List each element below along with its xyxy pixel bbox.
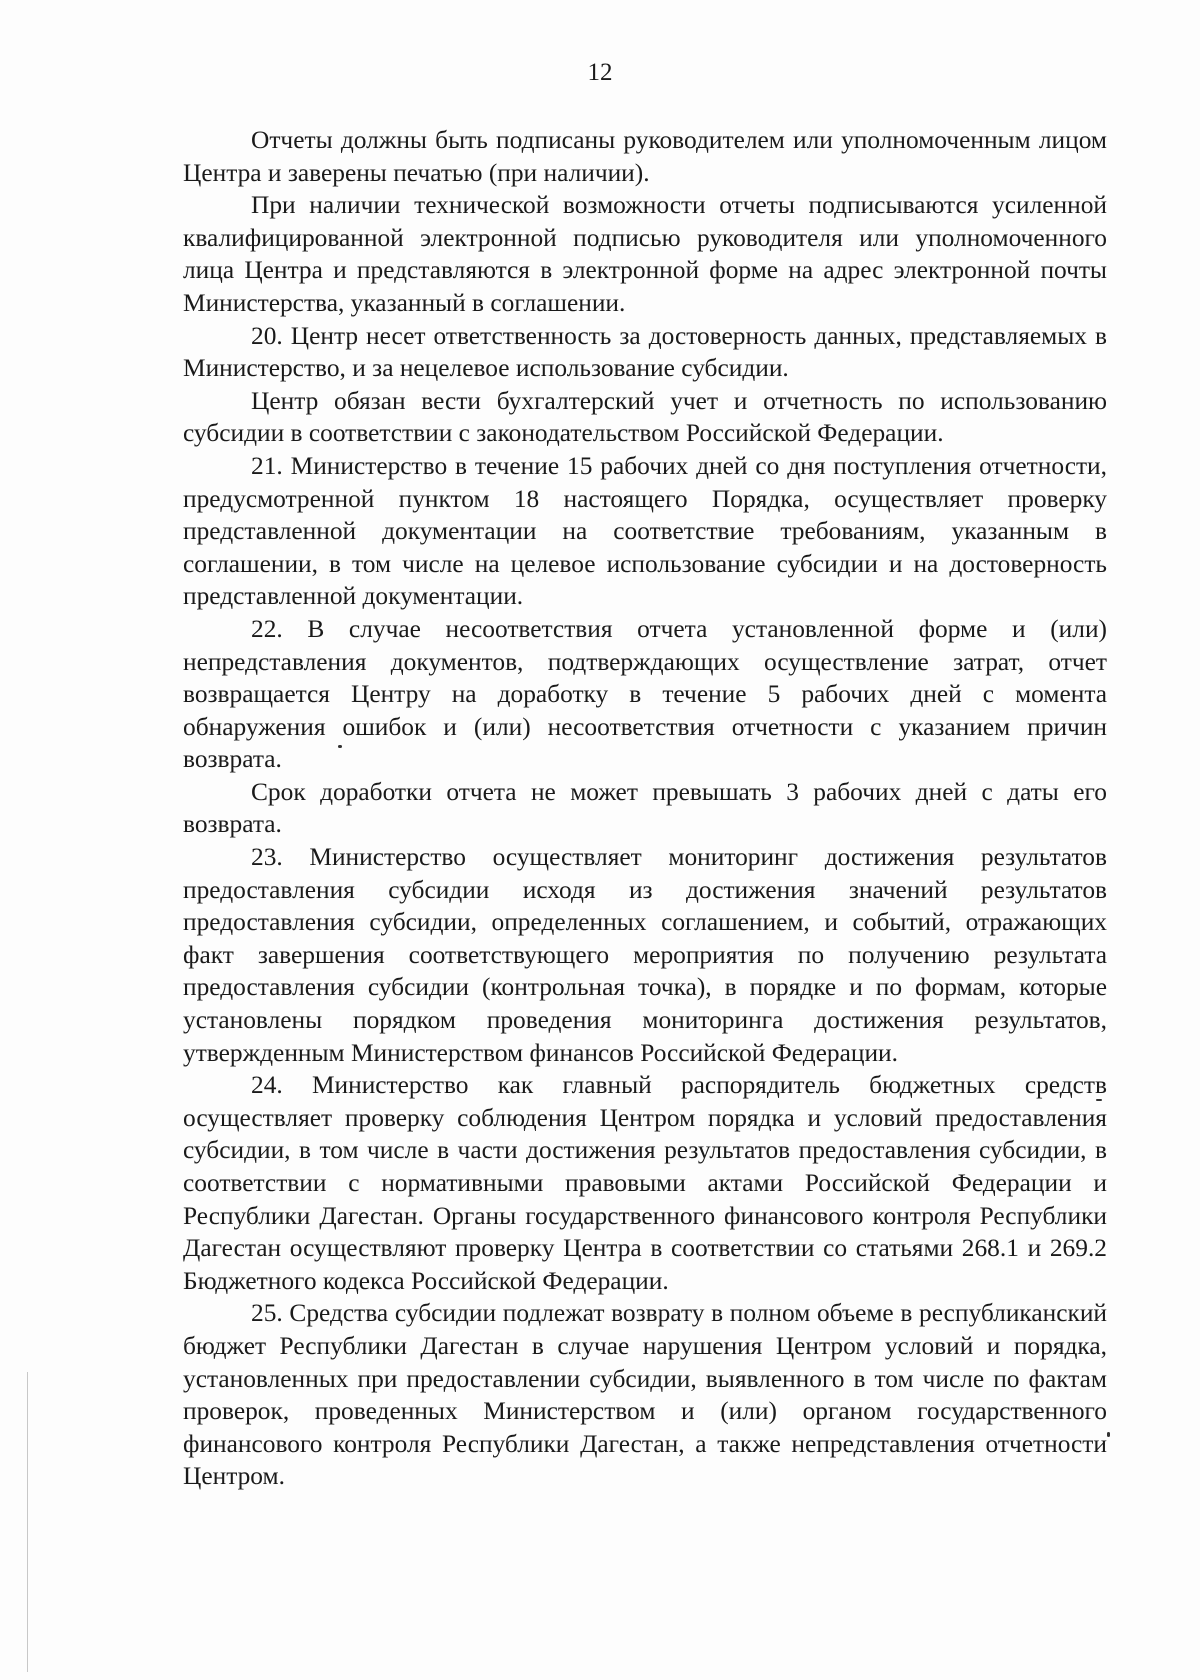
paragraph-item-24: 24. Министерство как главный распорядитель бюджетных средств осуществляет проверку соблюдения Центром порядка и условий предоставления субсидии, в том числе в части достижения результатов предоставления субсидии, в соответствии с нормативными правовыми актами Российской Федерации и Республики Дагестан. Органы государственного финансового контроля Республики Дагестан осуществляют проверку Центра в соответствии со статьями 268.1 и 269.2 Бюджетного кодекса Российской Федерации.: [183, 1071, 1107, 1295]
document-body: [183, 124, 1107, 1493]
scan-speck: [338, 745, 342, 748]
scan-edge-line: [27, 1372, 28, 1672]
paragraph-item-25: 25. Средства субсидии подлежат возврату в полном объеме в республиканский бюджет Республики Дагестан в случае нарушения Центром условий и порядка, установленных при предоставлении субсидии, выявленного в том числе по фактам проверок, проведенных Министерством и (или) органом государственного финансового контроля Республики Дагестан, а также непредставления отчетности Центром.: [183, 1299, 1107, 1491]
paragraph-electronic-signature: При наличии технической возможности отчеты подписываются усиленной квалифицированной электронной подписью руководителя или уполномоченного лица Центра и представляются в электронной форме на адрес электронной почты Министерства, указанный в соглашении.: [183, 191, 1107, 317]
page-number: 12: [587, 59, 613, 86]
paragraph-revision-term: Срок доработки отчета не может превышать 3 рабочих дней с даты его возврата.: [183, 777, 1107, 839]
paragraph-accounting: Центр обязан вести бухгалтерский учет и отчетность по использованию субсидии в соответствии с законодательством Российской Федерации.: [183, 386, 1107, 448]
scan-speck: [1107, 1432, 1110, 1437]
paragraph-item-21: 21. Министерство в течение 15 рабочих дней со дня поступления отчетности, предусмотренной пунктом 18 настоящего Порядка, осуществляет проверку представленной документации на соответствие требованиям, указанным в соглашении, в том числе на целевое использование субсидии и на достоверность представленной документации.: [183, 451, 1107, 611]
paragraph-item-23: 23. Министерство осуществляет мониторинг достижения результатов предоставления субсидии исходя из достижения значений результатов предоставления субсидии, определенных соглашением, и событий, отражающих факт завершения соответствующего мероприятия по получению результата предоставления субсидии (контрольная точка), в порядке и по формам, которые установлены порядком проведения мониторинга достижения результатов, утвержденным Министерством финансов Российской Федерации.: [183, 843, 1107, 1067]
scan-speck: [1096, 1099, 1102, 1101]
paragraph-item-22: 22. В случае несоответствия отчета установленной форме и (или) непредставления документов, подтверждающих осуществление затрат, отчет возвращается Центру на доработку в течение 5 рабочих дней с момента обнаружения ошибок и (или) несоответствия отчетности с указанием причин возврата.: [183, 614, 1107, 774]
paragraph-item-20: 20. Центр несет ответственность за достоверность данных, представляемых в Министерство, и за нецелевое использование субсидии.: [183, 321, 1107, 383]
paragraph-reports-signature: Отчеты должны быть подписаны руководителем или уполномоченным лицом Центра и заверены печатью (при наличии).: [183, 126, 1107, 187]
